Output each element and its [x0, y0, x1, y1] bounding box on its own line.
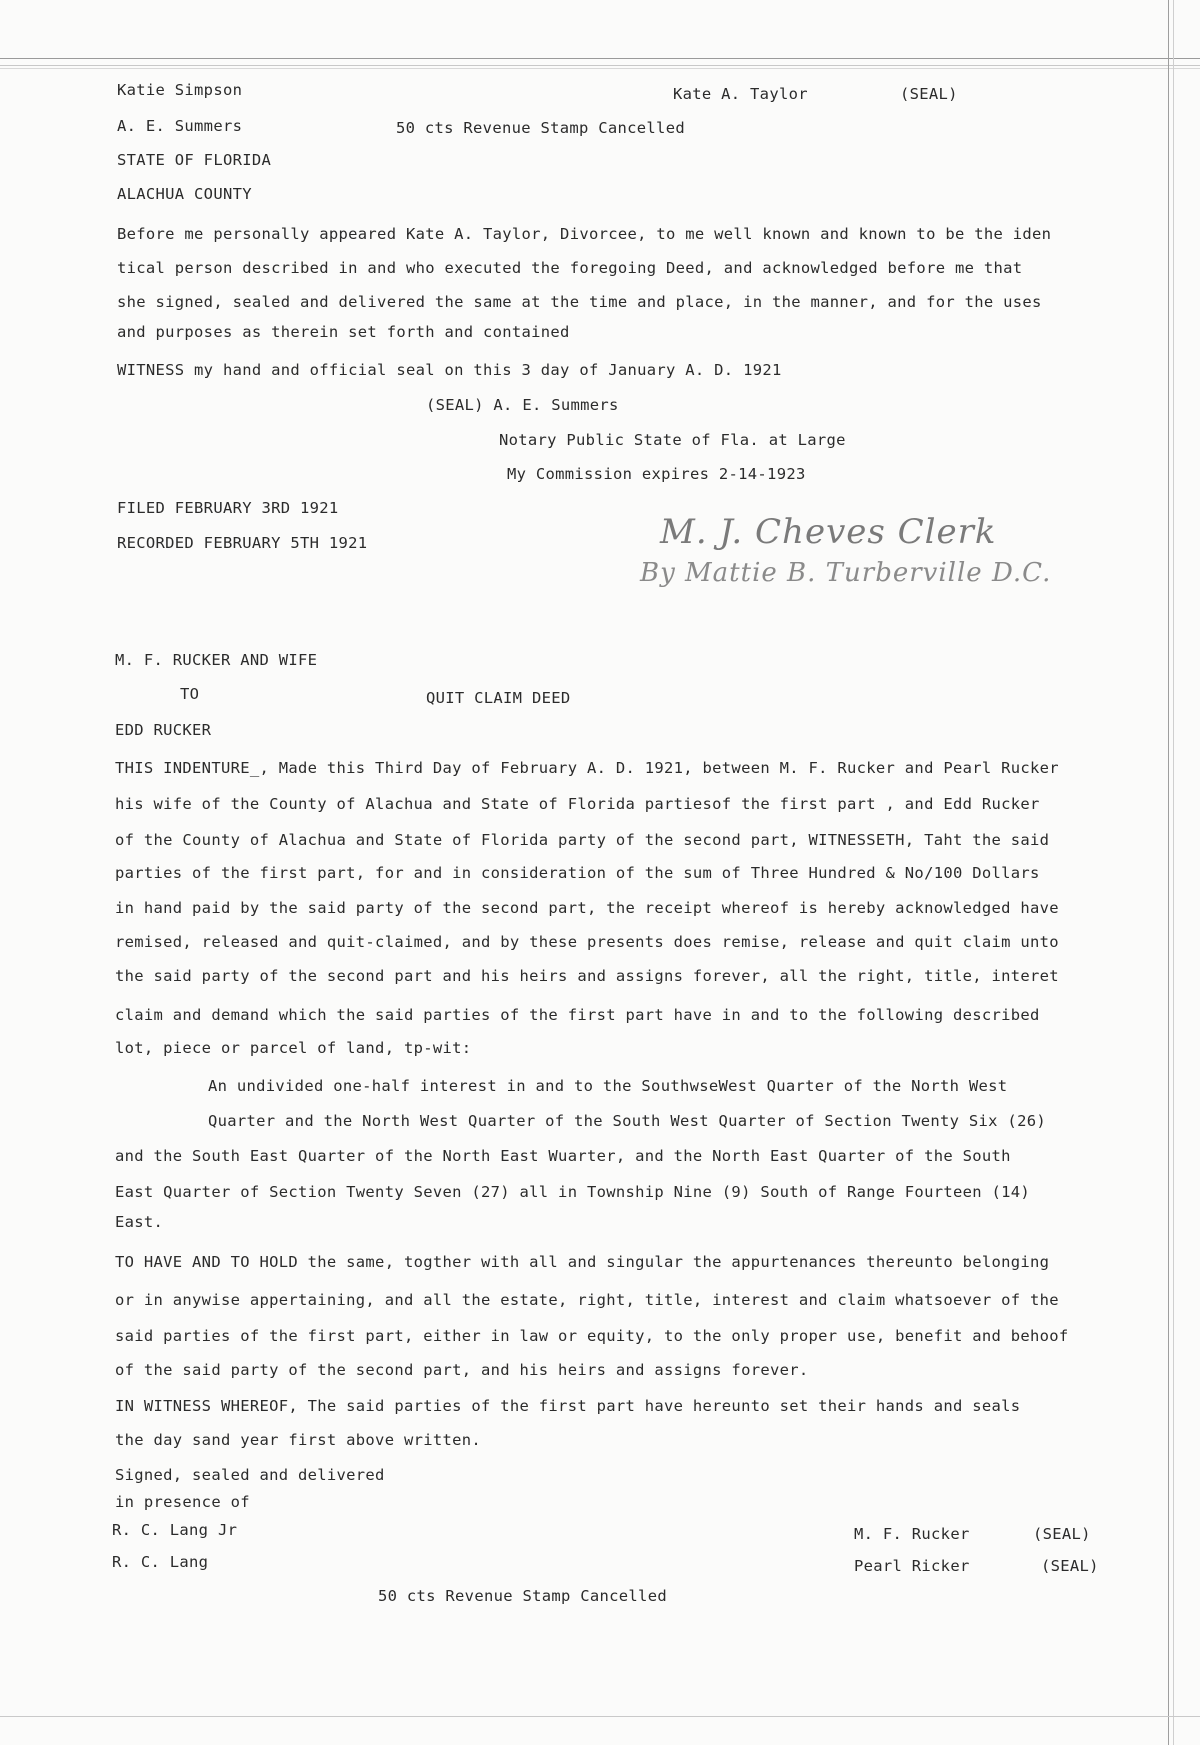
seal-label: (SEAL)	[1033, 1525, 1091, 1543]
revenue-stamp-note: 50 cts Revenue Stamp Cancelled	[396, 119, 685, 137]
witness-katie-simpson: Katie Simpson	[117, 81, 243, 99]
revenue-stamp-note: 50 cts Revenue Stamp Cancelled	[378, 1587, 667, 1605]
signer-pearl-rucker: Pearl Ricker	[854, 1557, 970, 1575]
filed-date: FILED FEBRUARY 3RD 1921	[117, 499, 339, 517]
land-description-line: East Quarter of Section Twenty Seven (27) all in Township Nine (9) South of Range Fourteen (14)	[115, 1183, 1031, 1201]
witness-rc-lang: R. C. Lang	[112, 1553, 209, 1571]
seal-label: (SEAL)	[1041, 1557, 1099, 1575]
county-heading: ALACHUA COUNTY	[117, 185, 252, 203]
habendum-line: or in anywise appertaining, and all the estate, right, title, interest and claim whatsoever of the	[115, 1291, 1059, 1309]
land-description-line: East.	[115, 1213, 164, 1231]
land-description-line: and the South East Quarter of the North East Wuarter, and the North East Quarter of the South	[115, 1147, 1011, 1165]
clerk-signature: M. J. Cheves Clerk	[660, 512, 997, 552]
seal-label: (SEAL)	[900, 85, 958, 103]
witness-rc-lang-jr: R. C. Lang Jr	[112, 1521, 238, 1539]
indenture-line: his wife of the County of Alachua and State of Florida partiesof the first part , and Edd Rucker	[115, 795, 1040, 813]
deputy-clerk-signature: By Mattie B. Turberville D.C.	[640, 558, 1052, 588]
acknowledgment-line: she signed, sealed and delivered the same at the time and place, in the manner, and for the uses	[117, 293, 1042, 311]
page-top-edge-line	[0, 68, 1200, 69]
indenture-line: the said party of the second part and his heirs and assigns forever, all the right, title, interet	[115, 967, 1059, 985]
habendum-line: said parties of the first part, either in law or equity, to the only proper use, benefit and behoof	[115, 1327, 1069, 1345]
deed-grantor-heading: M. F. RUCKER AND WIFE	[115, 651, 318, 669]
recorded-date: RECORDED FEBRUARY 5TH 1921	[117, 534, 368, 552]
state-heading: STATE OF FLORIDA	[117, 151, 272, 169]
notary-title: Notary Public State of Fla. at Large	[499, 431, 846, 449]
indenture-line: of the County of Alachua and State of Florida party of the second part, WITNESSETH, Taht the said	[115, 831, 1050, 849]
acknowledgment-line: Before me personally appeared Kate A. Taylor, Divorcee, to me well known and known to be the iden	[117, 225, 1052, 243]
indenture-line: in hand paid by the said party of the second part, the receipt whereof is hereby acknowledged have	[115, 899, 1059, 917]
testimonium-line: the day sand year first above written.	[115, 1431, 482, 1449]
witness-hand-seal-line: WITNESS my hand and official seal on this 3 day of January A. D. 1921	[117, 361, 782, 379]
acknowledgment-line: and purposes as therein set forth and contained	[117, 323, 570, 341]
indenture-line: THIS INDENTURE_, Made this Third Day of February A. D. 1921, between M. F. Rucker and Pearl Rucker	[115, 759, 1059, 777]
indenture-line: parties of the first part, for and in consideration of the sum of Three Hundred & No/100 Dollars	[115, 864, 1040, 882]
in-presence-of: in presence of	[115, 1493, 250, 1511]
signer-mf-rucker: M. F. Rucker	[854, 1525, 970, 1543]
deed-to-label: TO	[180, 685, 200, 703]
witness-ae-summers: A. E. Summers	[117, 117, 243, 135]
acknowledgment-line: tical person described in and who executed the foregoing Deed, and acknowledged before me that	[117, 259, 1023, 277]
testimonium-line: IN WITNESS WHEREOF, The said parties of the first part have hereunto set their hands and seals	[115, 1397, 1021, 1415]
page-right-edge	[1168, 0, 1174, 1745]
indenture-line: lot, piece or parcel of land, tp-wit:	[115, 1039, 472, 1057]
habendum-line: TO HAVE AND TO HOLD the same, togther with all and singular the appurtenances thereunto belonging	[115, 1253, 1050, 1271]
signed-sealed-delivered: Signed, sealed and delivered	[115, 1466, 385, 1484]
habendum-line: of the said party of the second part, and his heirs and assigns forever.	[115, 1361, 809, 1379]
grantor-signature-kate-taylor: Kate A. Taylor	[673, 85, 808, 103]
notary-commission: My Commission expires 2-14-1923	[507, 465, 806, 483]
deed-grantee-heading: EDD RUCKER	[115, 721, 212, 739]
land-description-line: An undivided one-half interest in and to the SouthwseWest Quarter of the North West	[208, 1077, 1008, 1095]
indenture-line: remised, released and quit-claimed, and by these presents does remise, release and quit claim unto	[115, 933, 1059, 951]
land-description-line: Quarter and the North West Quarter of the South West Quarter of Section Twenty Six (26)	[208, 1112, 1046, 1130]
page-bottom-edge	[0, 1716, 1200, 1717]
page-top-edge	[0, 58, 1200, 66]
deed-title: QUIT CLAIM DEED	[426, 689, 571, 707]
notary-name: (SEAL) A. E. Summers	[426, 396, 619, 414]
indenture-line: claim and demand which the said parties of the first part have in and to the following described	[115, 1006, 1040, 1024]
